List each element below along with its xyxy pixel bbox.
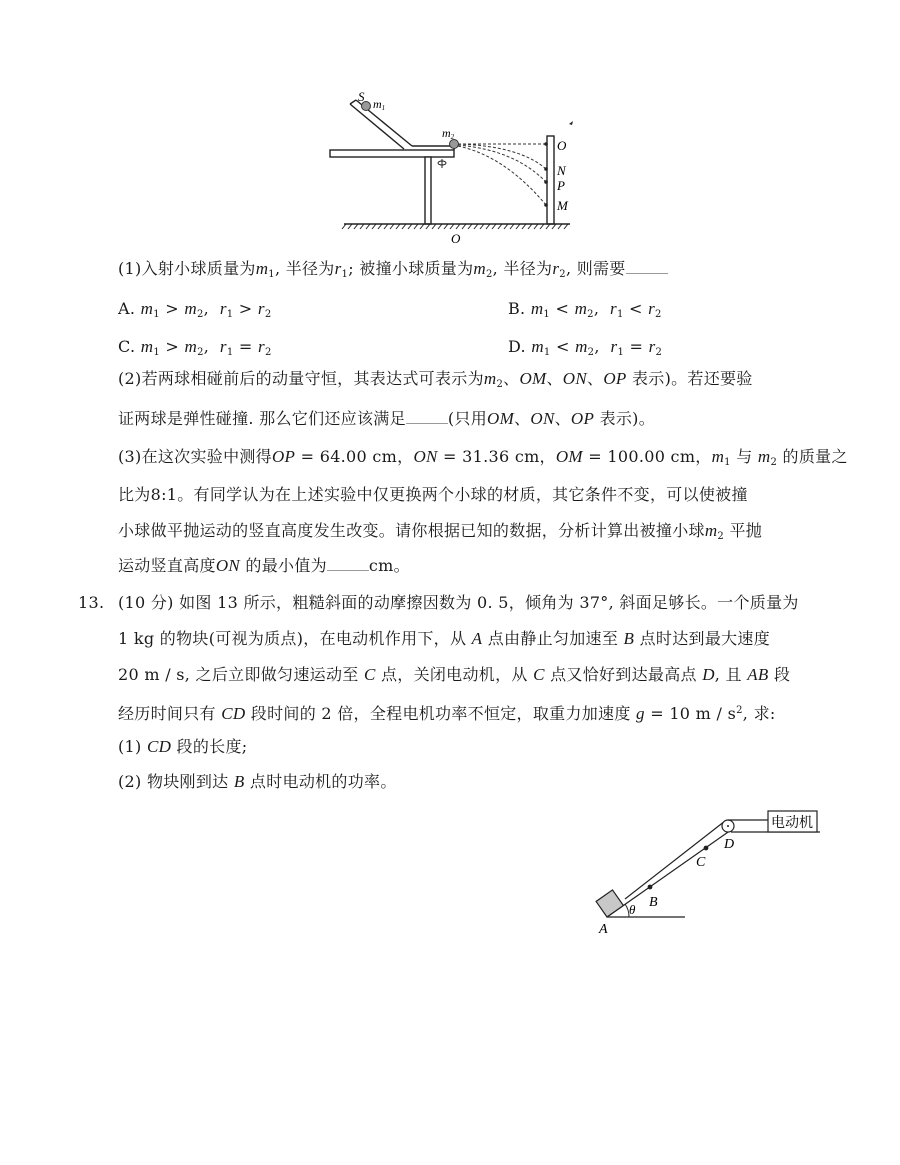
hatch-mark <box>534 224 538 229</box>
hatch-mark <box>438 224 442 229</box>
var-m: m <box>184 299 197 318</box>
q13-line3 <box>118 664 790 686</box>
point-b <box>648 885 653 890</box>
var-om: OM <box>555 447 583 466</box>
option-a[interactable]: A. $m_1 > m_2$, $r_1 > r_2$ <box>118 299 272 320</box>
incline-surface <box>607 830 731 917</box>
hatch-mark <box>450 224 454 229</box>
label-o-ground: O <box>451 231 461 246</box>
text: 、 <box>503 369 520 388</box>
text: (2)若两球相碰前后的动量守恒，其表达式可表示为 <box>118 369 484 388</box>
var-c: C <box>363 665 376 684</box>
q13-sub1 <box>118 736 247 758</box>
radius-relation: = <box>238 337 253 356</box>
sub-2: 2 <box>587 347 595 358</box>
text: (2) 物块刚到达 <box>118 772 234 791</box>
mass-relation: < <box>555 299 570 318</box>
var-a: A <box>471 629 483 648</box>
hatch-mark <box>540 224 544 229</box>
var-r: r <box>219 299 227 318</box>
var-m: m <box>575 337 588 356</box>
label-n: N <box>557 163 566 178</box>
text: cm。 <box>368 556 410 575</box>
hatch-mark <box>378 224 382 229</box>
option-label: C. <box>118 337 136 356</box>
var-m: m <box>483 369 497 388</box>
text: 的最小值为 <box>240 556 327 575</box>
hatch-mark <box>492 224 496 229</box>
label-c: C <box>696 855 706 870</box>
var-om: OM <box>519 369 547 388</box>
hatch-mark <box>498 224 502 229</box>
hatch-mark <box>546 224 550 229</box>
label-p: P <box>557 178 565 193</box>
answer-blank[interactable] <box>626 259 668 274</box>
var-r: r <box>219 337 227 356</box>
sub-2: 2 <box>264 347 272 358</box>
sub-1: 1 <box>616 309 624 320</box>
label-o-top: O <box>557 138 567 153</box>
q12-part2-line1 <box>118 368 753 396</box>
text: 运动竖直高度 <box>118 556 216 575</box>
pointer-mark-icon <box>569 121 573 125</box>
var-m: m <box>473 259 486 278</box>
var-on: ON <box>413 447 438 466</box>
rope <box>625 821 725 899</box>
option-label: D. <box>508 337 526 356</box>
var-b: B <box>233 772 245 791</box>
text: (10 分) 如图 13 所示，粗糙斜面的动摩擦因数为 0. 5，倾角为 37°, 斜面足够长。一个质量为 <box>118 593 799 612</box>
motor-label: 电动机 <box>771 816 813 831</box>
text: 20 m / s, 之后立即做匀速运动至 <box>118 665 364 684</box>
text: 比为8:1。有同学认为在上述实验中仅更换两个小球的材质，其它条件不变，可以使被撞 <box>118 485 748 504</box>
var-om: OM <box>487 409 515 428</box>
sub-2: 2 <box>264 309 272 320</box>
text: , 则需要 <box>565 259 626 278</box>
var-ab: AB <box>747 665 769 684</box>
mass-relation: > <box>165 299 179 318</box>
hatch-mark <box>372 224 376 229</box>
sub-2: 2 <box>559 269 566 280</box>
var-r: r <box>552 259 560 278</box>
text: 平抛 <box>724 521 763 540</box>
q12-part1-text <box>118 258 668 286</box>
sub-2: 2 <box>196 309 204 320</box>
hatch-mark <box>486 224 490 229</box>
var-m: m <box>757 447 771 466</box>
var-r: r <box>648 299 656 318</box>
label-m2: m2 <box>442 126 455 141</box>
sub-2: 2 <box>655 347 663 358</box>
text: 点时达到最大速度 <box>634 629 771 648</box>
text: 、 <box>587 369 604 388</box>
var-m: m <box>140 299 154 318</box>
pulley-axle <box>727 825 729 827</box>
hatch-mark <box>384 224 388 229</box>
label-m1: m1 <box>373 97 386 112</box>
q13-number <box>78 592 104 614</box>
label-b: B <box>649 895 658 910</box>
var-g: g <box>636 704 645 723</box>
text: 段时间的 2 倍，全程电机功率不恒定，取重力加速度 <box>245 704 637 723</box>
text: 、 <box>514 409 531 428</box>
hatch-mark <box>444 224 448 229</box>
hatch-mark <box>390 224 394 229</box>
text: 1 kg 的物块(可视为质点)，在电动机作用下，从 <box>118 629 472 648</box>
text: 、 <box>554 409 571 428</box>
var-m: m <box>711 447 725 466</box>
var-op: OP <box>570 409 595 428</box>
question-number: 13. <box>78 593 105 612</box>
vertical-board <box>547 136 554 224</box>
sub-2: 2 <box>655 309 662 320</box>
q13-line2 <box>118 628 770 650</box>
var-m: m <box>531 337 544 356</box>
part-number: (1) <box>118 259 142 278</box>
text: 表示)。 <box>594 409 656 428</box>
var-m: m <box>140 337 154 356</box>
hatch-mark <box>468 224 472 229</box>
text: 入射小球质量为 <box>141 259 256 278</box>
incline-motor-diagram <box>585 800 825 940</box>
table <box>330 146 454 224</box>
hatch-mark <box>360 224 364 229</box>
sub-2: 2 <box>587 309 594 320</box>
sub-2: 2 <box>485 269 493 280</box>
label-theta: θ <box>629 902 636 917</box>
text: 表示)。若还要验 <box>626 369 753 388</box>
var-op: OP <box>271 447 296 466</box>
part-number: (1) <box>118 737 147 756</box>
value-on: = 31.36 cm， <box>437 447 556 466</box>
radius-relation: > <box>238 299 253 318</box>
var-m: m <box>574 299 588 318</box>
var-r: r <box>258 337 265 356</box>
sub-1: 1 <box>543 309 551 320</box>
radius-relation: = <box>629 337 644 356</box>
option-label: A. <box>118 299 136 318</box>
var-r: r <box>648 337 656 356</box>
var-cd: CD <box>146 737 172 756</box>
radius-relation: < <box>629 299 643 318</box>
q12-part3-line1 <box>118 446 848 474</box>
text: 点时电动机的功率。 <box>244 772 397 791</box>
text: (只用 <box>447 409 488 428</box>
text: , 半径为 <box>492 259 553 278</box>
text: , 求: <box>742 704 776 723</box>
q12-part3-line2 <box>118 484 748 506</box>
var-on: ON <box>530 409 555 428</box>
hatch-mark <box>420 224 424 229</box>
q12-part2-line2 <box>118 408 655 430</box>
text: 、 <box>546 369 563 388</box>
sub-2: 2 <box>717 531 725 542</box>
mass-relation: > <box>165 337 180 356</box>
mass-relation: < <box>555 337 570 356</box>
q13-line4 <box>118 700 776 725</box>
hatch-mark <box>510 224 514 229</box>
hatch-mark <box>558 224 562 229</box>
text: 段 <box>768 665 791 684</box>
answer-blank[interactable] <box>327 556 369 571</box>
hatch-mark <box>408 224 412 229</box>
q13-sub2 <box>118 771 397 793</box>
var-m: m <box>184 337 198 356</box>
sub-2: 2 <box>496 379 504 390</box>
label-d: D <box>724 837 735 852</box>
text: 点，关闭电动机，从 <box>375 665 534 684</box>
hatch-mark <box>402 224 406 229</box>
var-d: D <box>702 665 715 684</box>
var-c: C <box>533 665 545 684</box>
sub-1: 1 <box>543 347 551 358</box>
var-cd: CD <box>221 704 246 723</box>
text: , 半径为 <box>274 259 335 278</box>
plumb-line-icon <box>438 159 446 168</box>
sub-1: 1 <box>153 309 160 320</box>
text: 与 <box>730 447 758 466</box>
hatch-mark <box>474 224 478 229</box>
sub-1: 1 <box>268 269 275 280</box>
sub-1: 1 <box>341 269 349 280</box>
text: , 且 <box>714 665 748 684</box>
label-a: A <box>599 922 608 937</box>
sub-1: 1 <box>226 309 234 320</box>
label-s: S <box>358 89 365 104</box>
var-m: m <box>255 259 269 278</box>
sub-2: 2 <box>197 347 204 358</box>
q13-line1 <box>118 592 799 614</box>
collision-apparatus-diagram <box>320 84 590 248</box>
trajectory-lines <box>458 144 546 205</box>
hatch-mark <box>396 224 400 229</box>
var-m: m <box>704 521 718 540</box>
superscript-2: 2 <box>736 705 743 716</box>
label-m: M <box>557 198 568 213</box>
option-label: B. <box>508 299 526 318</box>
hatch-mark <box>522 224 526 229</box>
text: 经历时间只有 <box>118 704 222 723</box>
hatch-mark <box>528 224 532 229</box>
option-c[interactable]: C. $m_1 > m_2$, $r_1 = r_2$ <box>118 337 272 358</box>
hatch-mark <box>366 224 370 229</box>
sub-1: 1 <box>153 347 160 358</box>
var-r: r <box>257 299 265 318</box>
var-r: r <box>610 337 618 356</box>
text: ; 被撞小球质量为 <box>348 259 474 278</box>
hatch-mark <box>516 224 520 229</box>
hatch-mark <box>552 224 556 229</box>
sub-1: 1 <box>226 347 234 358</box>
text: = 10 m / s <box>644 704 737 723</box>
point-c <box>704 846 709 851</box>
sub-1: 1 <box>724 457 731 468</box>
hatch-mark <box>456 224 460 229</box>
var-op: OP <box>603 369 627 388</box>
hatch-mark <box>414 224 418 229</box>
hatch-mark <box>480 224 484 229</box>
var-m: m <box>530 299 544 318</box>
ground-hatching <box>342 224 568 229</box>
answer-blank[interactable] <box>406 409 448 424</box>
var-on: ON <box>562 369 588 388</box>
hatch-mark <box>564 224 568 229</box>
text: 段的长度; <box>171 737 248 756</box>
option-d[interactable]: D. $m_1 < m_2$, $r_1 = r_2$ <box>508 337 663 358</box>
text: 的质量之 <box>777 447 848 466</box>
var-r: r <box>334 259 342 278</box>
text: 小球做平抛运动的竖直高度发生改变。请你根据已知的数据，分析计算出被撞小球 <box>118 521 705 540</box>
q12-part3-line4 <box>118 555 410 577</box>
block <box>596 890 623 917</box>
text: 证两球是弹性碰撞. 那么它们还应该满足 <box>118 409 406 428</box>
var-on: ON <box>215 556 241 575</box>
text: 点又恰好到达最高点 <box>544 665 703 684</box>
hatch-mark <box>354 224 358 229</box>
text: 点由静止匀加速至 <box>482 629 624 648</box>
sub-1: 1 <box>617 347 625 358</box>
hatch-mark <box>504 224 508 229</box>
hatch-mark <box>462 224 466 229</box>
hatch-mark <box>348 224 352 229</box>
hatch-mark <box>432 224 436 229</box>
value-om: = 100.00 cm， <box>582 447 712 466</box>
value-op: = 64.00 cm， <box>295 447 414 466</box>
var-r: r <box>610 299 617 318</box>
text: (3)在这次实验中测得 <box>118 447 272 466</box>
hatch-mark <box>342 224 346 229</box>
hatch-mark <box>426 224 430 229</box>
q12-part3-line3 <box>118 520 762 548</box>
sub-2: 2 <box>770 457 778 468</box>
var-b: B <box>623 629 635 648</box>
option-b[interactable]: B. $m_1 < m_2$, $r_1 < r_2$ <box>508 299 662 320</box>
